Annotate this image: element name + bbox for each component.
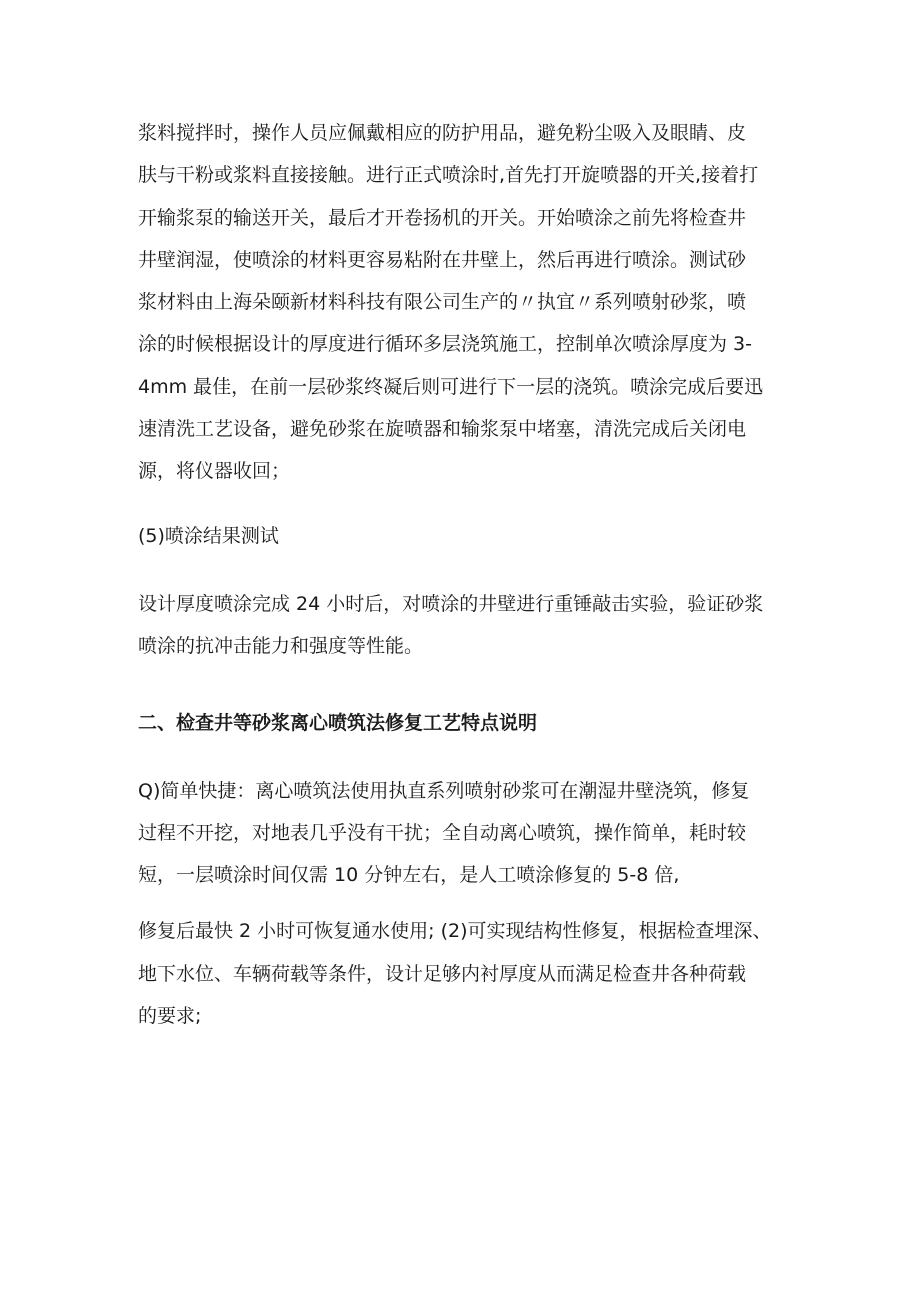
- text-line: 过程不开挖，对地表几乎没有干扰；全自动离心喷筑，操作简单，耗时较: [138, 821, 747, 844]
- text-line: 涂的时候根据设计的厚度进行循环多层浇筑施工，控制单次喷涂厚度为 3-: [138, 333, 752, 356]
- text-line: 速清洗工艺设备，避免砂浆在旋喷器和输浆泵中堵塞，清洗完成后关闭电: [138, 418, 747, 441]
- text-line: 4mm 最佳，在前一层砂浆终凝后则可进行下一层的浇筑。喷涂完成后要迅: [138, 375, 764, 398]
- text-line: Q)简单快捷：离心喷筑法使用执直系列喷射砂浆可在潮湿井壁浇筑，修复: [138, 779, 750, 802]
- paragraph-features-2: [138, 910, 790, 1037]
- text-line: 浆料搅拌时，操作人员应佩戴相应的防护用品，避免粉尘吸入及眼睛、皮: [138, 122, 747, 144]
- subheading-spray-test: [138, 515, 790, 557]
- text-line: 井壁润湿，使喷涂的材料更容易粘附在井壁上，然后再进行喷涂。测试砂: [138, 248, 747, 271]
- text-line: 浆材料由上海朵颐新材料科技有限公司生产的〃执宜〃系列喷射砂浆，喷: [138, 291, 747, 314]
- text-line: 源，将仪器收回；: [138, 460, 291, 483]
- text-line: (5)喷涂结果测试: [138, 524, 279, 547]
- section-heading: 二、检查井等砂浆离心喷筑法修复工艺特点说明: [138, 711, 538, 734]
- text-line: 开输浆泵的输送开关，最后才开卷扬机的开关。开始喷涂之前先将检查井: [138, 206, 747, 229]
- paragraph-test-description: [138, 583, 790, 668]
- paragraph-features-1: [138, 770, 790, 897]
- document-page: [138, 112, 790, 1037]
- text-line: 设计厚度喷涂完成 24 小时后，对喷涂的井壁进行重锤敲击实验，验证砂浆: [138, 592, 764, 615]
- text-line: 喷涂的抗冲击能力和强度等性能。: [138, 635, 424, 658]
- text-line: 的要求;: [138, 1005, 202, 1028]
- text-line: 修复后最快 2 小时可恢复通水使用; (2)可实现结构性修复，根据检查埋深、: [138, 920, 772, 943]
- text-line: 短，一层喷涂时间仅需 10 分钟左右，是人工喷涂修复的 5-8 倍,: [138, 864, 680, 887]
- text-line: 肤与干粉或浆料直接接触。进行正式喷涂时,首先打开旋喷器的开关,接着打: [138, 164, 759, 187]
- paragraph-spraying-procedure: [138, 112, 790, 493]
- text-line: 地下水位、车辆荷载等条件，设计足够内衬厚度从而满足检查井各种荷载: [138, 962, 747, 985]
